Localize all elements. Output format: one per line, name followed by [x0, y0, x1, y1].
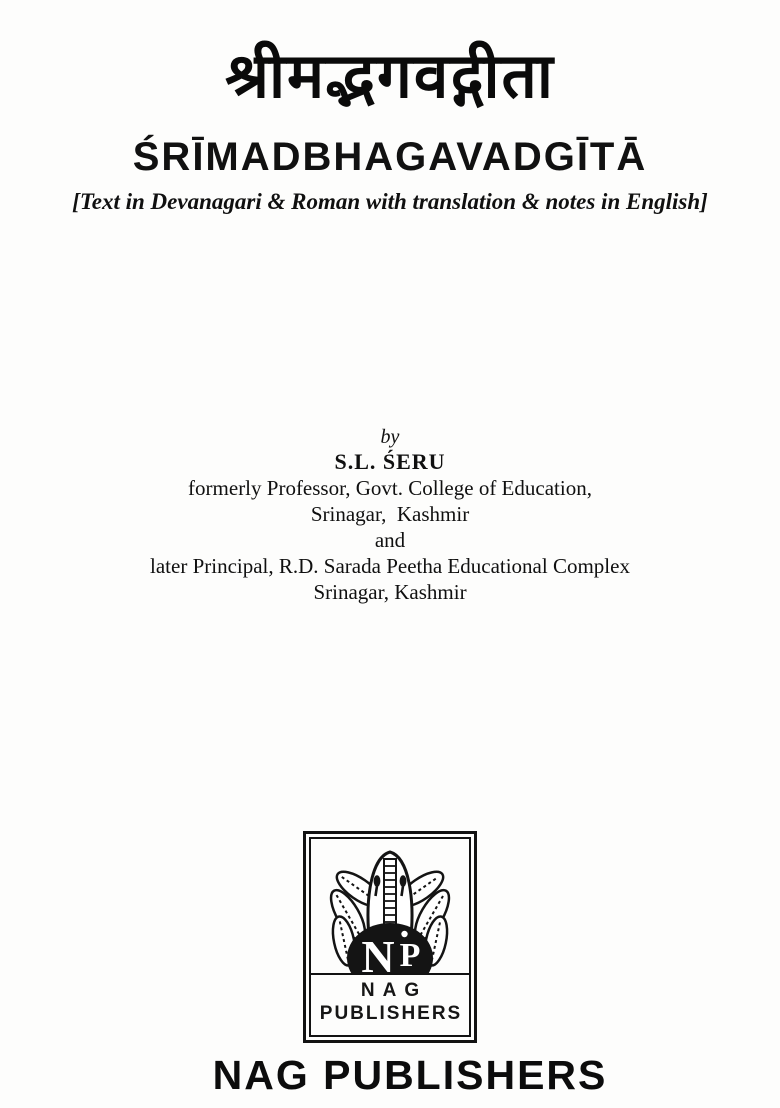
publisher-logo-name: [311, 973, 469, 1035]
five-headed-cobra-icon: [311, 839, 469, 973]
author-location-line: Srinagar, Kashmir: [310, 502, 470, 526]
subtitle-bracket: [Text in Devanagari & Roman with translation & notes in English]: [72, 189, 708, 214]
by-label: by: [380, 426, 400, 448]
publisher-name-footer: NAG PUBLISHERS: [212, 1052, 608, 1098]
author-credential-line: later Principal, R.D. Sarada Peetha Educational Complex: [150, 554, 630, 578]
title-roman: ŚRĪMADBHAGAVADGĪTĀ: [132, 135, 648, 179]
title-devanagari: श्रीमद्भगवद्गीता: [225, 39, 555, 112]
and-label: and: [374, 528, 406, 552]
publisher-logo-name-line2: PUBLISHERS: [319, 1003, 463, 1024]
monogram-letter-p: P: [399, 937, 421, 973]
publisher-logo-frame: [309, 837, 471, 1037]
author-name: S.L. ŚERU: [334, 449, 446, 474]
author-credential-line: formerly Professor, Govt. College of Education,: [188, 476, 592, 500]
author-location-line: Srinagar, Kashmir: [313, 580, 467, 604]
publisher-logo-name-line1: NAG: [360, 980, 428, 1001]
monogram-letter-n: N: [361, 931, 395, 973]
publisher-logo: [303, 831, 477, 1043]
author-block: [0, 426, 780, 605]
